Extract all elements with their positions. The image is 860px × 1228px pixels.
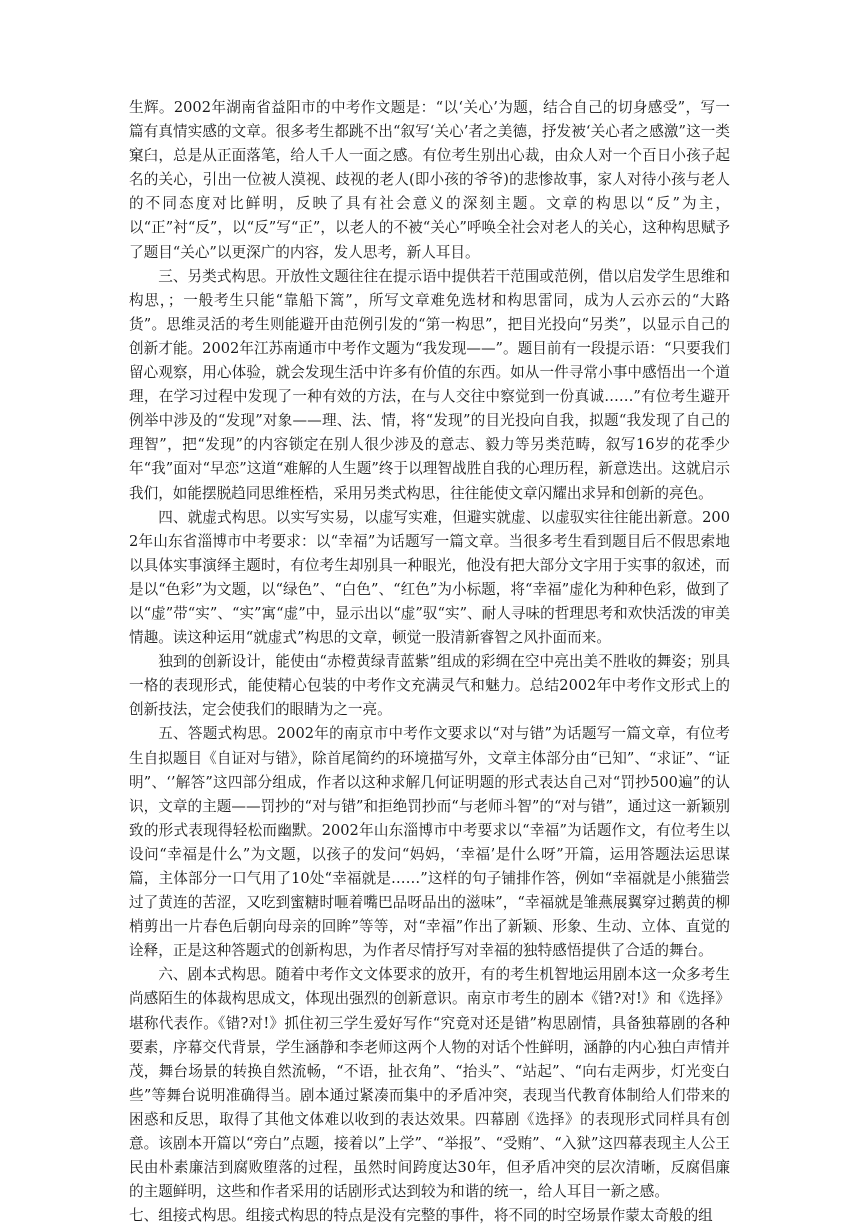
paragraph-intro-continuation: 生辉。2002年湖南省益阳市的中考作文题是：“以‘关心’为题，结合自己的切身感受”，写一篇有真情实感的文章。很多考生都跳不出“叙写‘关心’者之美德，抒发被‘关心者之感激”这一类窠臼，总是从正面落笔，给人千人一面之感。有位考生别出心裁，由众人对一个百日小孩子起名的关心，引出一位被人漠视、歧视的老人(即小孩的爷爷)的悲惨故事，家人对待小孩与老人的不同态度对比鲜明，反映了具有社会意义的深刻主题。文章的构思以“反”为主，以“正”衬“反”，以“反”写“正”，以老人的不被“关心”呼唤全社会对老人的关心，这种构思赋予了题目“关心”以更深广的内容，发人思考，新人耳目。 <box>129 99 730 261</box>
paragraph-section-seven: 七、组接式构思。组接式构思的特点是没有完整的事件，将不同的时空场景作蒙太奇般的组 <box>129 1207 713 1225</box>
paragraph-section-three: 三、另类式构思。开放性文题往往在提示语中提供若干范围或范例，借以启发学生思维和构思，；一般考生只能“靠船下篙”，所写文章难免选材和构思雷同，成为人云亦云的“大路货”。思维灵活的考生则能避开由范例引发的“第一构思”，把目光投向“另类”，以显示自己的创新才能。2002年江苏南通市中考作文题为“我发现——”。题目前有一段提示语：“只要我们留心观察，用心体验，就会发现生活中许多有价值的东西。如从一件寻常小事中感悟出一个道理，在学习过程中发现了一种有效的方法，在与人交往中察觉到一份真诚……”有位考生避开例举中涉及的“发现”对象——理、法、情，将“发现”的目光投向自我，拟题“我发现了自己的理智”，把“发现”的内容锁定在别人很少涉及的意志、毅力等另类范畴，叙写16岁的花季少年“我”面对“早恋”这道“难解的人生题”终于以理智战胜自我的心理历程，新意迭出。这就启示我们，如能摆脱趋同思维桎梏，采用另类式构思，往往能使文章闪耀出求异和创新的亮色。 <box>129 267 730 502</box>
document-body <box>129 96 730 1228</box>
paragraph-section-six: 六、剧本式构思。随着中考作文文体要求的放开，有的考生机智地运用剧本这一众多考生尚感陌生的体裁构思成文，体现出强烈的创新意识。南京市考生的剧本《错?对!》和《选择》堪称代表作。《错?对!》抓住初三学生爱好写作“究竟对还是错”构思剧情，具备独幕剧的各种要素，序幕交代背景，学生涵静和李老师这两个人物的对话个性鲜明，涵静的内心独白声情并茂，舞台场景的转换自然流畅，“不语，扯衣角”、“抬头”、“站起”、“向右走两步，灯光变白些”等舞台说明准确得当。剧本通过紧凑而集中的矛盾冲突，表现当代教育体制给人们带来的困惑和反思，取得了其他文体难以收到的表达效果。四幕剧《选择》的表现形式同样具有创意。该剧本开篇以“旁白”点题，接着以”上学”、“举报”、“受贿”、“入狱”这四幕表现主人公王民由朴素廉洁到腐败堕落的过程，虽然时间跨度达30年，但矛盾冲突的层次清晰，反腐倡廉的主题鲜明，这些和作者采用的话剧形式达到较为和谐的统一，给人耳目一新之感。 <box>129 966 730 1201</box>
paragraph-section-four: 四、就虚式构思。以实写实易，以虚写实难，但避实就虚、以虚驭实往往能出新意。2002年山东省淄博市中考要求：以“幸福”为话题写一篇文章。当很多考生看到题目后不假思索地以具体实事演绎主题时，有位考生却别具一种眼光，他没有把大部分文字用于实事的叙述，而是以“色彩”为文题，以“绿色”、“白色”、“红色”为小标题，将“幸福”虚化为种种色彩，做到了以“虚”带“实”、“实”寓“虚”中，显示出以“虚”驭“实”、耐人寻味的哲理思考和欢快活泼的审美情趣。读这种运用“就虚式”构思的文章，顿觉一股清新睿智之风扑面而来。 <box>129 508 730 647</box>
paragraph-transition: 独到的创新设计，能使由“赤橙黄绿青蓝紫”组成的彩绸在空中亮出美不胜收的舞姿；别具一格的表现形式，能使精心包装的中考作文充满灵气和魅力。总结2002年中考作文形式上的创新技法，定会使我们的眼睛为之一亮。 <box>129 653 730 719</box>
paragraph-section-five: 五、答题式构思。2002年的南京市中考作文要求以“对与错”为话题写一篇文章，有位考生自拟题目《自证对与错》，除首尾简约的环境描写外，文章主体部分由“已知”、“求证”、“证明”、‘’解答”这四部分组成，作者以这种求解几何证明题的形式表达自己对“罚抄500遍”的认识，文章的主题——罚抄的“对与错”和拒绝罚抄而“与老师斗智”的“对与错”，通过这一新颖别致的形式表现得轻松而幽默。2002年山东淄博市中考要求以“幸福”为话题作文，有位考生以设问“幸福是什么”为文题，以孩子的发问“妈妈，‘幸福’是什么呀”开篇，运用答题法运思谋篇，主体部分一口气用了10处“幸福就是……”这样的句子铺排作答，例如“幸福就是小熊猫尝过了黄连的苦涩，又吃到蜜糖时咂着嘴巴品呀品出的滋味”，“幸福就是雏燕展翼穿过鹅黄的柳梢剪出一片春色后朝向母亲的回眸”等等，对“幸福”作出了新颖、形象、生动、立体、直觉的诠释，正是这种答题式的创新构思，为作者尽情抒写对幸福的独特感悟提供了合适的舞台。 <box>129 725 730 960</box>
